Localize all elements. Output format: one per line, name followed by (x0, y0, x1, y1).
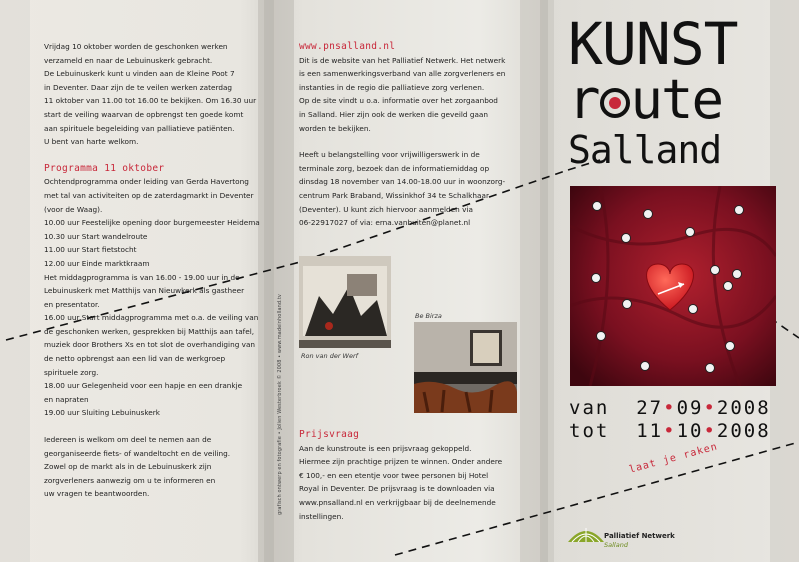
intro-text: Vrijdag 10 oktober worden de geschonken werken verzameld en naar de Lebuinuskerk gebracht. De Lebuinuskerk kunt u vinden aan de Kleine Poot 7 in Deventer. Daar zijn de te veilen werken zaterdag 11 oktober van 11.00 tot 16.00 te bekijken. Om 16.30 uur start de veiling waarvan de opbrengst ten goede komt aan spirituele begeleiding van palliatieve patiënten. U bent van harte welkom. (44, 42, 257, 147)
prize-section: Prijsvraag Aan de kunstroute is een prijsvraag gekoppeld. Hiermee zijn prachtige prijzen te winnen. Onder andere € 100,- en een etentje voor twee personen bij Hotel Royal in Deventer. De prijsvraag is te downloaden via www.pnsalland.nl en verkrijgbaar bij de deelnemende instellingen. (299, 428, 513, 523)
heart-artwork (570, 186, 776, 386)
artwork-photo-birza (414, 322, 517, 413)
website-heading[interactable]: www.pnsalland.nl (299, 41, 396, 52)
title-salland: Salland (568, 128, 722, 172)
artwork-photo-ron (299, 256, 391, 348)
closing-text: Iedereen is welkom om deel te nemen aan de georganiseerde fiets- of wandeltocht en de veiling. Zowel op de markt als in de Lebuinuskerk zijn zorgverleners aanwezig om u te informeren en uw vragen te beantwoorden. (44, 435, 231, 499)
logo-fan-icon (566, 522, 606, 544)
date-to: tot 11•10•2008 (569, 420, 771, 442)
palliatief-netwerk-logo: Palliatief Netwerk Salland (566, 522, 676, 552)
target-icon (599, 86, 631, 120)
title-route: r ute (568, 68, 723, 131)
caption-birza: Be Birza (415, 312, 442, 320)
left-column (44, 40, 268, 501)
middle-column (299, 40, 513, 230)
website-text: Dit is de website van het Palliatief Netwerk. Het netwerk is een samenwerkingsverband van alle zorgverleners en instanties in de regio die palliatieve zorg verlenen. Op de site vindt u o.a. informatie over het zorgaanbod in Salland. Hier zijn ook de werken die geveild gaan worden te bekijken. (299, 55, 506, 133)
program-list: Ochtendprogramma onder leiding van Gerda Havertong met tal van activiteiten op de zaterdagmarkt in Deventer (voor de Waag). 10.00 uur Feestelijke opening door burgemeester Heidema 10.30 uur Start wandelroute 11.00 uur Start fietstocht 12.00 uur Einde marktkraam Het middagprogramma is van 16.00 - 19.00 uur in de Lebuinuskerk met Matthijs van Nieuwkerk als gastheer en presentator. 16.00 uur Start middagprogramma met o.a. de veiling van de geschonken werken, gesprekken bij Matthijs aan tafel, muziek door Brothers Xs en tot slot de overhandiging van de netto opbrengst aan een lid van de werkgroep spirituele zorg. 18.00 uur Gelegenheid voor een hapje en een drankje en napraten 19.00 uur Sluiting Lebuinuskerk (44, 177, 260, 418)
caption-ron: Ron van der Werf (301, 352, 358, 360)
prize-heading: Prijsvraag (299, 429, 360, 440)
program-heading: Programma 11 oktober (44, 162, 165, 174)
credit-vertical: grafisch ontwerp en fotografie • Jolien Westerbroek © 2008 • www.madeinholland.tv (277, 294, 283, 515)
date-from: van 27•09•2008 (569, 397, 771, 419)
title-kunst: KUNST (568, 10, 738, 78)
volunteer-text: Heeft u belangstelling voor vrijwilligerswerk in de terminale zorg, bezoek dan de informatiemiddag op dinsdag 18 november van 14.00-18.00 uur in woonzorg- centrum Park Braband, Wissinkhof 34 te Schalkhaar (Deventer). U kunt zich hiervoor aanmelden via 06-22917027 of via: erna.vanbuiten@planet.nl (299, 150, 506, 228)
tagline: laat je raken (628, 441, 720, 476)
